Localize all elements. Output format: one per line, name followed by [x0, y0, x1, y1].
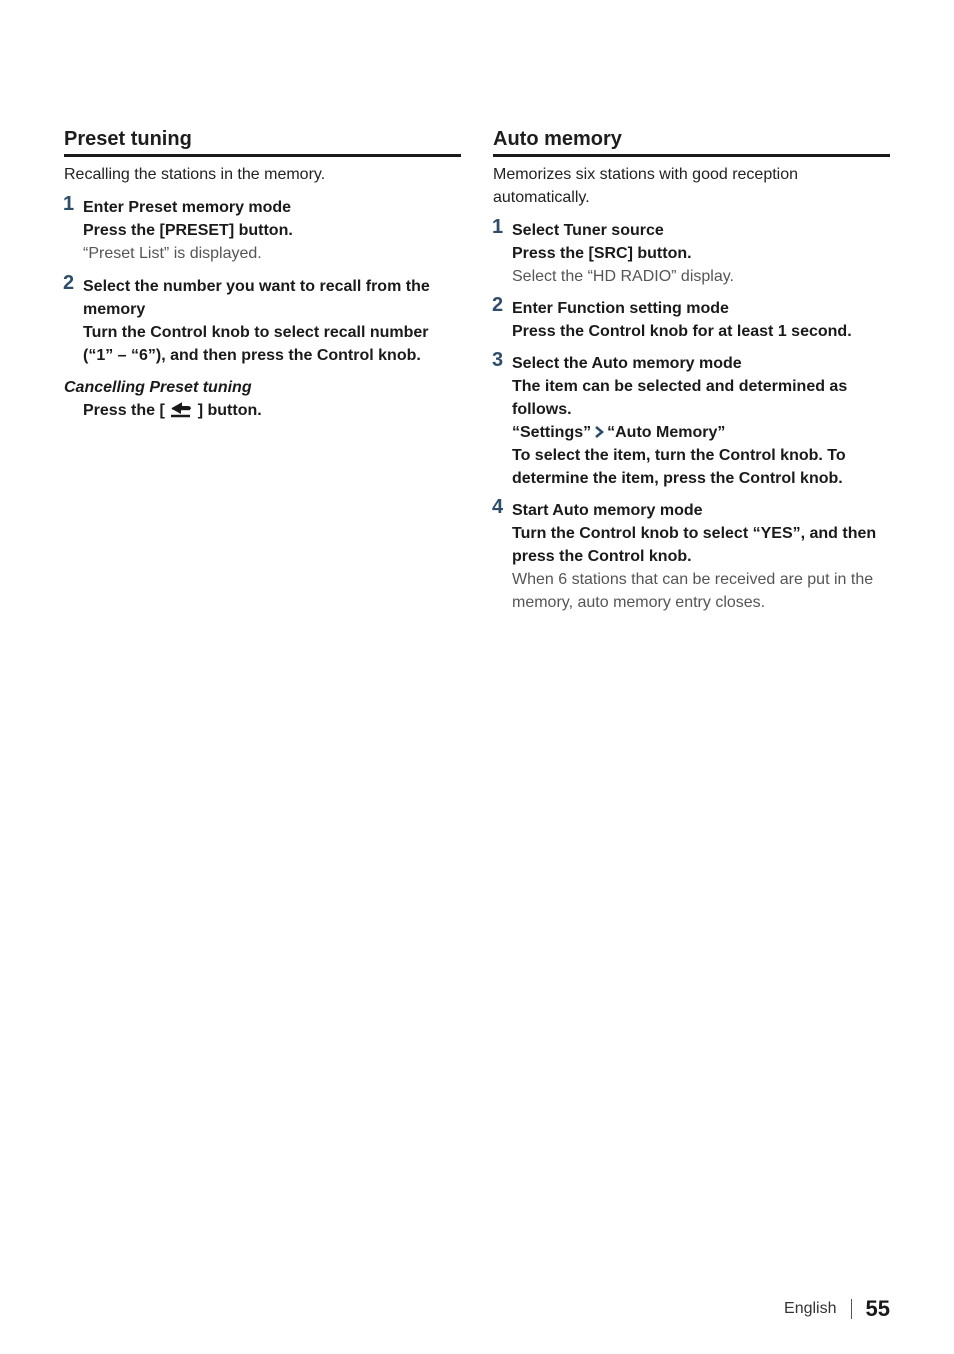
cancel-text-post: ] button.: [197, 402, 262, 419]
menu-path-auto-memory: “Auto Memory”: [607, 424, 726, 441]
step-number: 2: [63, 272, 75, 294]
step-1: [492, 216, 890, 288]
footer-language: English: [784, 1300, 837, 1317]
step-title: Select the number you want to recall from the memory: [83, 278, 430, 318]
footer-divider: [851, 1299, 852, 1319]
menu-path-settings: “Settings”: [512, 424, 592, 441]
section-intro: Recalling the stations in the memory.: [64, 166, 326, 183]
step-instruction: Turn the Control knob to select “YES”, and then press the Control knob.: [512, 525, 877, 565]
step-title: Select Tuner source: [512, 222, 664, 239]
step-note: When 6 stations that can be received are put in the memory, auto memory entry closes.: [512, 571, 874, 611]
step-instruction: Press the [SRC] button.: [512, 245, 692, 262]
step-instruction: Turn the Control knob to select recall number (“1” – “6”), and then press the Control knob.: [83, 324, 429, 364]
step-4: [492, 496, 890, 614]
step-instruction: The item can be selected and determined as follows.: [512, 378, 848, 418]
cancel-instruction: [64, 399, 461, 422]
step-instruction-2: To select the item, turn the Control knob. To determine the item, press the Control knob.: [512, 447, 846, 487]
step-number: 3: [492, 349, 504, 371]
step-2: [63, 272, 461, 367]
step-title: Select the Auto memory mode: [512, 355, 742, 372]
step-number: 1: [63, 193, 75, 215]
chevron-right-icon: [593, 422, 605, 434]
section-title: Auto memory: [493, 126, 890, 157]
step-number: 4: [492, 496, 504, 518]
step-number: 1: [492, 216, 504, 238]
menu-path: [512, 421, 890, 444]
section-intro: Memorizes six stations with good reception automatically.: [493, 166, 799, 206]
step-title: Enter Function setting mode: [512, 300, 729, 317]
back-icon: [169, 402, 193, 418]
cancel-text-pre: Press the [: [83, 402, 165, 419]
step-note: Select the “HD RADIO” display.: [512, 268, 734, 285]
step-instruction: Press the Control knob for at least 1 second.: [512, 323, 852, 340]
step-title: Start Auto memory mode: [512, 502, 703, 519]
step-1: [63, 193, 461, 265]
cancel-subtitle: Cancelling Preset tuning: [64, 379, 252, 396]
section-title: Preset tuning: [64, 126, 461, 157]
preset-tuning-section: [64, 126, 461, 422]
step-number: 2: [492, 294, 504, 316]
step-3: [492, 349, 890, 490]
step-note: “Preset List” is displayed.: [83, 245, 262, 262]
step-title: Enter Preset memory mode: [83, 199, 292, 216]
page-number: 55: [865, 1296, 890, 1321]
auto-memory-section: [493, 126, 890, 614]
step-2: [492, 294, 890, 343]
page-footer: [784, 1294, 890, 1324]
step-instruction: Press the [PRESET] button.: [83, 222, 293, 239]
